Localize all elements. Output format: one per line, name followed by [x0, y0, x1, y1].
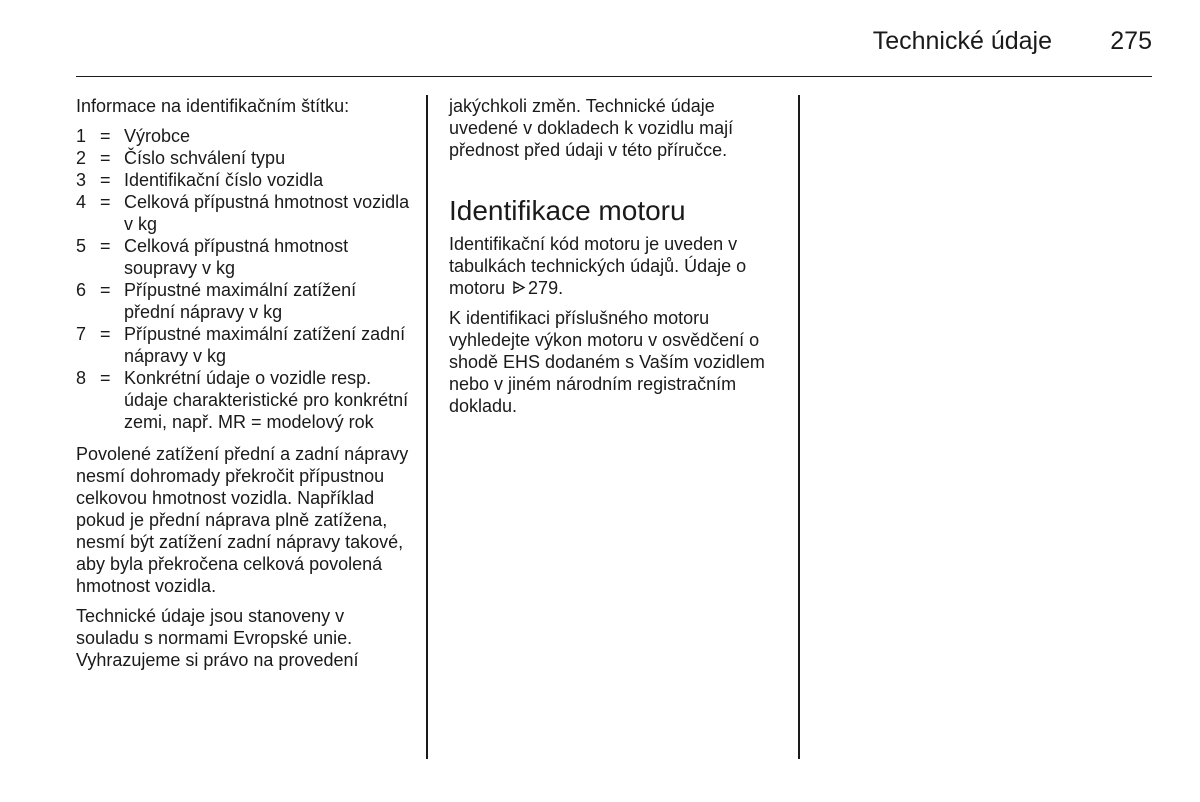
engine-code-paragraph — [449, 233, 784, 299]
item-number: 8 — [76, 368, 87, 388]
list-item — [76, 235, 412, 279]
list-item — [76, 323, 412, 367]
section-title: Technické údaje — [872, 27, 1052, 55]
item-equals: = — [100, 192, 111, 212]
item-number: 4 — [76, 192, 87, 212]
continuation-paragraph: jakýchkoli změn. Technické údaje uvedené v dokladech k vozidlu mají přednost před údaji v této příručce. — [449, 96, 734, 160]
engine-data-page-link[interactable]: 279. — [528, 278, 564, 298]
item-text: Přípustné maximální zatížení zadní nápravy v kg — [124, 324, 406, 366]
list-item — [76, 147, 412, 169]
list-item — [76, 169, 412, 191]
list-item — [76, 279, 412, 323]
item-text: Celková přípustná hmotnost soupravy v kg — [124, 236, 349, 278]
list-item — [76, 125, 412, 147]
page-number: 275 — [1110, 27, 1152, 55]
column-left — [76, 95, 412, 679]
item-number: 1 — [76, 126, 87, 146]
item-equals: = — [100, 280, 111, 300]
item-equals: = — [100, 126, 111, 146]
item-text: Konkrétní údaje o vozidle resp. údaje charakteristické pro konkrétní zemi, např. MR = modelový rok — [124, 368, 409, 432]
item-equals: = — [100, 324, 111, 344]
column-middle — [449, 95, 784, 425]
engine-code-text: Identifikační kód motoru je uveden v tabulkách technických údajů. Údaje o motoru — [449, 234, 747, 298]
item-text: Celková přípustná hmotnost vozidla v kg — [124, 192, 410, 234]
column-divider-left — [426, 95, 428, 759]
item-text: Identifikační číslo vozidla — [124, 170, 324, 190]
axle-load-paragraph: Povolené zatížení přední a zadní nápravy nesmí dohromady překročit přípustnou celkovou hmotnost vozidla. Například pokud je přední náprava plně zatížena, nesmí být zatížení zadní nápravy takové, aby byla překročena celková povolená hmotnost vozidla. — [76, 444, 409, 596]
technical-data-paragraph: Technické údaje jsou stanoveny v souladu s normami Evropské unie. Vyhrazujeme si právo na provedení — [76, 606, 359, 670]
list-item — [76, 367, 412, 433]
item-equals: = — [100, 236, 111, 256]
list-item — [76, 191, 412, 235]
intro-text: Informace na identifikačním štítku: — [76, 96, 350, 116]
item-text: Přípustné maximální zatížení přední nápravy v kg — [124, 280, 357, 322]
label-legend-list — [76, 125, 412, 433]
item-number: 2 — [76, 148, 87, 168]
item-equals: = — [100, 170, 111, 190]
item-text: Číslo schválení typu — [124, 148, 286, 168]
column-divider-right — [798, 95, 800, 759]
item-number: 6 — [76, 280, 87, 300]
page-header — [76, 22, 1152, 77]
item-equals: = — [100, 148, 111, 168]
item-text: Výrobce — [124, 126, 191, 146]
engine-identification-paragraph: K identifikaci příslušného motoru vyhledejte výkon motoru v osvědčení o shodě EHS dodaném s Vaším vozidlem nebo v jiném národním registračním dokladu. — [449, 308, 765, 416]
item-number: 7 — [76, 324, 87, 344]
item-number: 3 — [76, 170, 87, 190]
item-equals: = — [100, 368, 111, 388]
page-reference-icon — [512, 277, 526, 299]
item-number: 5 — [76, 236, 87, 256]
engine-identification-heading: Identifikace motoru — [449, 195, 686, 226]
